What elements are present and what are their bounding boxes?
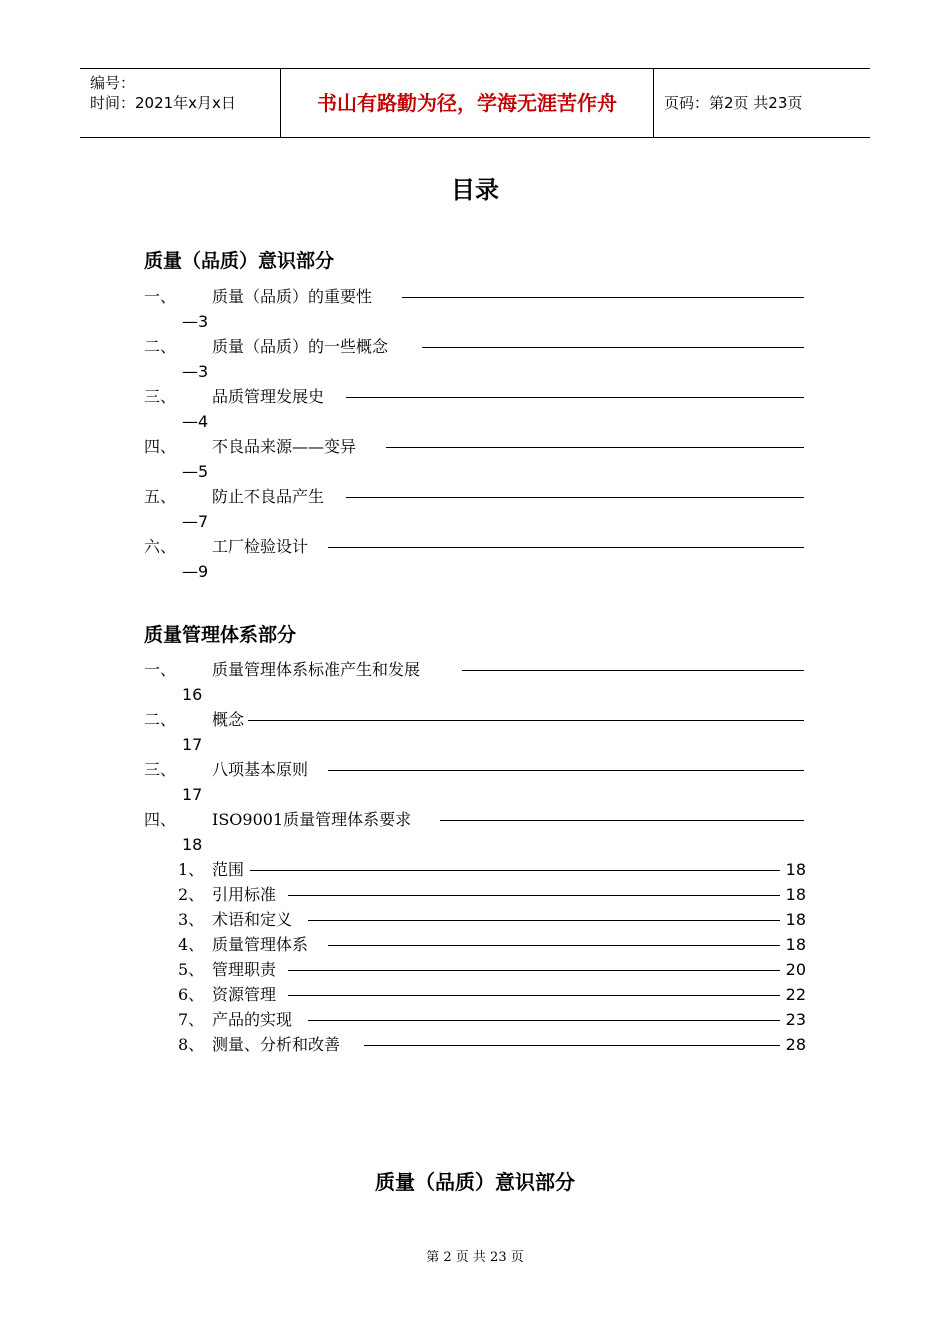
toc-subitem-label: 质量管理体系	[212, 935, 309, 954]
page-title: 目录	[451, 176, 499, 204]
toc-item[interactable]	[144, 657, 814, 682]
header-page-info: 页码：第2页 共23页	[664, 94, 803, 112]
toc-item-page-row	[144, 309, 814, 334]
section-title-bottom: 质量（品质）意识部分	[375, 1170, 575, 1194]
toc-subitem-page: 18	[785, 885, 806, 904]
toc-subitem-label: 术语和定义	[212, 910, 293, 929]
toc-subitem-page: 18	[785, 935, 806, 954]
toc-item-page: 16	[182, 685, 203, 704]
toc-leader	[440, 820, 804, 821]
toc-item-page-row	[144, 832, 814, 857]
toc-item[interactable]	[144, 534, 814, 559]
toc-item-label: 概念	[212, 710, 245, 729]
toc-leader	[364, 1045, 780, 1046]
toc-item-label: 质量管理体系标准产生和发展	[212, 660, 421, 679]
toc-leader	[308, 920, 780, 921]
toc-item-number: 三、	[144, 387, 177, 406]
toc-leader	[328, 945, 780, 946]
toc-item-page-row	[144, 782, 814, 807]
toc-item-page-row	[144, 682, 814, 707]
toc-subitem-label: 测量、分析和改善	[212, 1035, 341, 1054]
toc-item-label: 不良品来源——变异	[212, 437, 357, 456]
toc-item-page: 18	[182, 835, 203, 854]
toc-subitem[interactable]	[178, 982, 808, 1007]
toc-item-number: 二、	[144, 337, 177, 356]
toc-subitem[interactable]	[178, 1007, 808, 1032]
toc-subitem[interactable]	[178, 932, 808, 957]
toc-leader	[328, 547, 804, 548]
motto: 书山有路勤为径，学海无涯苦作舟	[281, 69, 654, 137]
toc-subitem-number: 8、	[178, 1035, 205, 1054]
toc-subitem-page: 20	[785, 960, 806, 979]
toc-section-2	[144, 657, 814, 857]
toc-item-page: —7	[182, 512, 209, 531]
toc-item[interactable]	[144, 484, 814, 509]
toc-subitem[interactable]	[178, 857, 808, 882]
toc-leader	[346, 397, 804, 398]
toc-item-number: 一、	[144, 287, 177, 306]
toc-leader	[402, 297, 804, 298]
toc-item-page: —3	[182, 312, 209, 331]
toc-item[interactable]	[144, 284, 814, 309]
toc-item-page-row	[144, 459, 814, 484]
toc-subitem-label: 管理职责	[212, 960, 277, 979]
toc-item-label: 防止不良品产生	[212, 487, 325, 506]
section-heading-quality-awareness: 质量（品质）意识部分	[144, 250, 335, 272]
toc-subitem-label: 资源管理	[212, 985, 277, 1004]
toc-subitem-number: 7、	[178, 1010, 205, 1029]
toc-item-page: —9	[182, 562, 209, 581]
toc-leader	[308, 1020, 780, 1021]
toc-item-number: 五、	[144, 487, 177, 506]
toc-subitem[interactable]	[178, 957, 808, 982]
toc-item[interactable]	[144, 707, 814, 732]
toc-item-page: —4	[182, 412, 209, 431]
toc-section-1	[144, 284, 814, 584]
toc-subitem-page: 23	[785, 1010, 806, 1029]
toc-leader	[288, 970, 780, 971]
toc-subitem[interactable]	[178, 907, 808, 932]
toc-item[interactable]	[144, 807, 814, 832]
toc-item-number: 四、	[144, 810, 177, 829]
toc-subitem-label: 产品的实现	[212, 1010, 293, 1029]
toc-leader	[328, 770, 804, 771]
document-header	[80, 68, 870, 138]
toc-item-page: —3	[182, 362, 209, 381]
toc-leader	[288, 895, 780, 896]
toc-subitem[interactable]	[178, 1032, 808, 1057]
toc-subitem-page: 28	[785, 1035, 806, 1054]
toc-item[interactable]	[144, 334, 814, 359]
toc-item-number: 一、	[144, 660, 177, 679]
toc-item-page: 17	[182, 785, 203, 804]
toc-item-number: 三、	[144, 760, 177, 779]
toc-subitem-number: 6、	[178, 985, 205, 1004]
toc-subitem-page: 18	[785, 910, 806, 929]
toc-item-label: ISO9001质量管理体系要求	[212, 810, 412, 829]
toc-subitem-page: 18	[785, 860, 806, 879]
toc-item-label: 质量（品质）的重要性	[212, 287, 373, 306]
toc-subitem-number: 2、	[178, 885, 205, 904]
toc-leader	[346, 497, 804, 498]
number-label: 编号：	[90, 74, 136, 92]
toc-subsection-list	[178, 857, 808, 1057]
toc-item-page: —5	[182, 462, 209, 481]
toc-item-number: 二、	[144, 710, 177, 729]
toc-leader	[288, 995, 780, 996]
toc-item-page-row	[144, 359, 814, 384]
toc-subitem-number: 3、	[178, 910, 205, 929]
header-meta-cell	[80, 69, 281, 137]
toc-item-page-row	[144, 559, 814, 584]
toc-item-label: 八项基本原则	[212, 760, 309, 779]
toc-leader	[248, 720, 804, 721]
toc-item[interactable]	[144, 434, 814, 459]
toc-item-label: 质量（品质）的一些概念	[212, 337, 389, 356]
toc-leader	[422, 347, 804, 348]
toc-item-label: 品质管理发展史	[212, 387, 325, 406]
toc-item-number: 六、	[144, 537, 177, 556]
toc-subitem-number: 5、	[178, 960, 205, 979]
toc-subitem[interactable]	[178, 882, 808, 907]
page-footer: 第 2 页 共 23 页	[426, 1250, 524, 1265]
toc-item-page-row	[144, 509, 814, 534]
toc-subitem-page: 22	[785, 985, 806, 1004]
toc-subitem-number: 1、	[178, 860, 205, 879]
toc-item-page: 17	[182, 735, 203, 754]
toc-item[interactable]	[144, 384, 814, 409]
toc-subitem-number: 4、	[178, 935, 205, 954]
section-heading-quality-system: 质量管理体系部分	[144, 624, 297, 646]
toc-leader	[386, 447, 804, 448]
time-label: 时间：2021年x月x日	[90, 94, 236, 112]
toc-item-number: 四、	[144, 437, 177, 456]
toc-subitem-label: 引用标准	[212, 885, 277, 904]
toc-subitem-label: 范围	[212, 860, 245, 879]
toc-leader	[250, 870, 780, 871]
toc-item-page-row	[144, 732, 814, 757]
toc-leader	[462, 670, 804, 671]
toc-item-page-row	[144, 409, 814, 434]
toc-item-label: 工厂检验设计	[212, 537, 309, 556]
toc-item[interactable]	[144, 757, 814, 782]
